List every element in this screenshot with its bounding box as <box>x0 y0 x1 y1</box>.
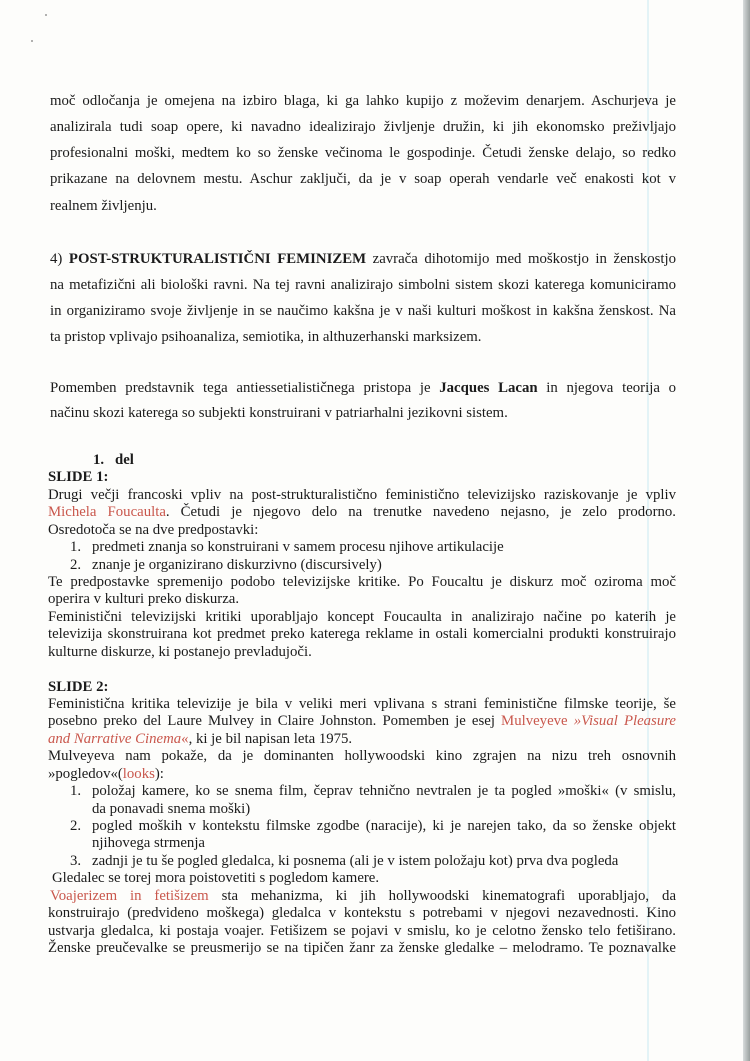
list-number: 1. <box>70 783 82 800</box>
text-segment: zavrača dihotomijo med moškostjo in ženskostjo <box>366 251 676 267</box>
text-line <box>50 276 676 294</box>
text-line <box>70 538 504 556</box>
text-segment: Ženske preučevalke se preusmerijo se na tipičen žanr za ženske gledalke – melodramo. Te poznavalke <box>48 940 676 957</box>
text-segment: ta pristop vplivajo psihoanaliza, semiotika, in althuzerhanski marksizem. <box>50 329 482 345</box>
scan-speck <box>31 40 33 42</box>
highlighted-text: looks <box>122 765 155 782</box>
text-segment: da ponavadi snema moški) <box>92 800 251 817</box>
text-line <box>92 800 250 818</box>
highlighted-text: « <box>181 730 189 747</box>
text-segment: njihovega strmenja <box>92 835 205 852</box>
list-number: 1. <box>93 452 105 468</box>
text-segment: »pogledov«( <box>48 765 123 782</box>
text-line <box>50 118 676 136</box>
list-number: 3. <box>70 852 82 869</box>
text-segment: . Četudi je njegovo delo na trenutke navedeno nejasno, je zelo prodorno. <box>165 504 676 521</box>
text-segment: analizirala tudi soap opere, ki navadno idealizirajo življenje družin, ki jih ekonomsko preživljajo <box>50 119 676 135</box>
text-line <box>48 503 676 521</box>
list-number: 1. <box>70 539 82 556</box>
text-line <box>48 608 676 626</box>
scan-page-edge <box>743 0 750 1061</box>
text-segment: na metafizični ali biološki ravni. Na tej ravni analizirajo simbolni sistem skozi katerega komuniciramo <box>50 277 676 293</box>
text-segment: kulturne diskurze, ki postanejo prevladujoči. <box>48 643 312 660</box>
highlighted-text: and Narrative Cinema <box>48 730 182 747</box>
text-line <box>93 451 134 469</box>
text-line <box>50 144 676 162</box>
text-segment: televizija skonstruirana kot predmet preko katerega reklame in ostali komercialni produkti konstruirajo <box>48 626 676 643</box>
list-number: 2. <box>70 556 82 573</box>
text-line <box>48 643 312 661</box>
bold-text: del <box>115 452 134 468</box>
text-segment: Drugi večji francoski vpliv na post-strukturalistično feministično televizijsko raziskovanje je vpliv <box>48 486 676 503</box>
highlighted-text: »Visual Pleasure <box>573 713 676 730</box>
text-line <box>48 922 676 940</box>
text-segment: Te predpostavke spremenijo podobo televizijske kritike. Po Foucaltu je diskurz moč oziroma moč <box>48 574 676 590</box>
bold-text: POST-STRUKTURALISTIČNI FEMINIZEM <box>68 251 367 267</box>
text-segment: Osredotoča se na dve predpostavki: <box>48 521 259 538</box>
text-line <box>70 556 382 574</box>
text-line <box>48 904 676 922</box>
bold-text: Jacques Lacan <box>439 380 538 396</box>
text-segment: pogled moških v kontekstu filmske zgodbe (naracije), ki je narejen tako, da so ženske objekt <box>92 818 676 835</box>
text-line <box>70 817 676 835</box>
text-line <box>50 379 676 397</box>
text-line <box>48 747 676 765</box>
text-line <box>48 730 352 748</box>
text-segment: Feministični televizijski kritiki uporabljajo koncept Foucaulta in analizirajo načine po katerih je <box>48 608 676 625</box>
text-line <box>48 939 676 957</box>
text-line <box>50 92 676 110</box>
text-segment: Gledalec se torej mora poistovetiti s pogledom kamere. <box>52 870 380 887</box>
text-line <box>48 486 676 504</box>
text-segment: zadnji je tu še pogled gledalca, ki posnema (ali je v istem položaju kot) prva dva pogleda <box>92 852 619 869</box>
text-segment: ustvarja gledalca, ki postaja voajer. Fetišizem se pojavi v smislu, ko je celotno žensko telo fetiširano. <box>48 922 676 939</box>
text-segment: moč odločanja je omejena na izbiro blaga, ki ga lahko kupijo z moževim denarjem. Aschurjeva je <box>50 93 676 109</box>
text-line <box>70 782 676 800</box>
text-line <box>48 468 108 486</box>
highlighted-text: Mulveyeve <box>501 713 574 730</box>
text-segment: operira v kulturi preko diskurza. <box>48 591 240 608</box>
text-segment: 4) <box>50 251 69 267</box>
text-line <box>48 625 676 643</box>
text-line <box>48 678 108 696</box>
text-line <box>48 590 239 608</box>
text-segment: konstruirajo (predvideno moškega) gledalca v kontekstu s potrebami v njegovi nezavednosti. Kino <box>48 905 676 922</box>
text-segment: realnem življenju. <box>50 198 157 214</box>
text-line <box>48 695 676 713</box>
text-line <box>50 302 676 320</box>
text-line <box>48 712 676 730</box>
highlighted-text: Michela Foucaulta <box>48 504 166 521</box>
text-line <box>50 404 508 422</box>
text-line <box>52 869 379 887</box>
text-segment: predmeti znanja so konstruirani v samem procesu njihove artikulacije <box>92 539 504 556</box>
list-number: 2. <box>70 818 82 835</box>
bold-text: SLIDE 2: <box>48 678 109 695</box>
text-segment: Pomemben predstavnik tega antiessetialističnega pristopa je <box>50 380 440 396</box>
text-segment: Feministična kritika televizije je bila v veliki meri vplivana s strani feministične filmske teorije, še <box>48 696 676 713</box>
text-line <box>50 170 676 188</box>
text-segment: Mulveyeva nam pokaže, da je dominanten hollywoodski kino zgrajen na nizu treh osnovnih <box>48 748 676 765</box>
scan-speck <box>45 14 47 16</box>
text-line <box>50 250 676 268</box>
text-line <box>48 573 676 591</box>
text-line <box>48 765 164 783</box>
text-segment: in njegova teorija o <box>537 380 676 396</box>
text-segment: sta mehanizma, ki jih hollywoodski kinematografi uporabljajo, da <box>208 887 676 904</box>
text-segment: položaj kamere, ko se snema film, čeprav tehnično nevtralen je ta pogled »moški« (v smislu, <box>92 783 676 800</box>
text-line <box>92 834 205 852</box>
text-segment: znanje je organizirano diskurzivno (discursively) <box>92 556 382 573</box>
text-segment: , ki je bil napisan leta 1975. <box>188 730 353 747</box>
bold-text: SLIDE 1: <box>48 469 109 486</box>
text-segment: načinu skozi katerega so subjekti konstruirani v patriarhalni jezikovni sistem. <box>50 405 508 421</box>
text-segment: in organiziramo svoje življenje in se naučimo kakšna je v naši kulturi moškost in kakšna ženskost. Na <box>50 303 676 319</box>
text-line <box>48 521 258 539</box>
text-segment: profesionalni moški, medtem ko so ženske večinoma le gospodinje. Četudi ženske delajo, so redko <box>50 145 676 161</box>
text-segment: prikazane na delovnem mestu. Aschur zaključi, da je v soap operah vendarle več enakosti kot v <box>50 171 676 187</box>
text-segment: posebno preko del Laure Mulvey in Claire Johnston. Pomemben je esej <box>48 713 502 730</box>
text-segment: ): <box>154 765 164 782</box>
text-line <box>50 197 157 215</box>
text-line <box>50 887 676 905</box>
highlighted-text: Voajerizem in fetišizem <box>50 887 209 904</box>
text-line <box>70 852 618 870</box>
text-line <box>50 328 481 346</box>
